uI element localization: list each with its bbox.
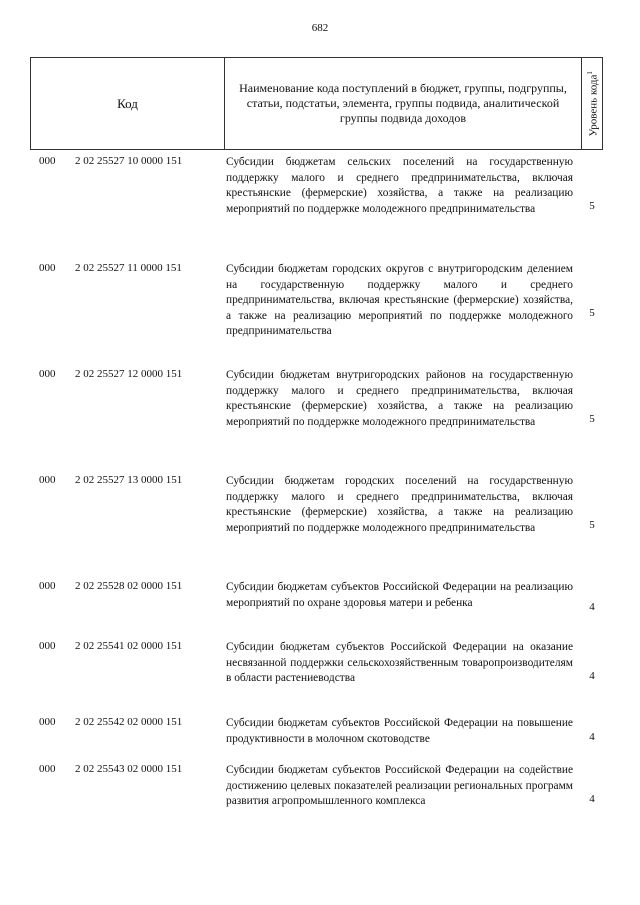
- code-level: 5: [589, 200, 595, 212]
- revenue-name: Субсидии бюджетам внутригородских районов на государственную поддержку малого и среднего предпринимательства, включая крестьянские (фермерские) хозяйства, а также на реализацию мероприятий по поддержке молодежного предпринимательства: [226, 369, 573, 428]
- revenue-name: Субсидии бюджетам сельских поселений на государственную поддержку малого и среднего предпринимательства, включая крестьянские (фермерские) хозяйства, а также на реализацию мероприятий по поддержке молодежного предпринимательства: [226, 156, 573, 215]
- table-header: [30, 57, 603, 150]
- code-level: 4: [589, 670, 595, 682]
- revenue-name: Субсидии бюджетам городских округов с внутригородским делением на государственную поддержку малого и среднего предпринимательства, включая крестьянские (фермерские) хозяйства, а также на реализацию мероприятий по поддержке молодежного предпринимательства: [226, 263, 573, 338]
- code-level: 5: [589, 413, 595, 425]
- page-number: 682: [311, 22, 329, 34]
- code-level: 4: [589, 601, 595, 613]
- admin-code: 000: [39, 368, 56, 380]
- code-level: 4: [589, 793, 595, 805]
- revenue-name: Субсидии бюджетам субъектов Российской Федерации на оказание несвязанной поддержки сельскохозяйственным товаропроизводителям в области растениеводства: [226, 641, 573, 685]
- revenue-code: 2 02 25542 02 0000 151: [75, 716, 183, 728]
- revenue-code: 2 02 25528 02 0000 151: [75, 580, 183, 592]
- admin-code: 000: [39, 580, 56, 592]
- header-level: [582, 58, 604, 149]
- header-level-text: [586, 71, 600, 136]
- revenue-name: Субсидии бюджетам субъектов Российской Федерации на реализацию мероприятий по охране здоровья матери и ребенка: [226, 581, 573, 609]
- revenue-name: Субсидии бюджетам субъектов Российской Федерации на повышение продуктивности в молочном скотоводстве: [226, 717, 573, 745]
- header-level-label: Уровень кода: [587, 74, 600, 137]
- revenue-code: 2 02 25527 11 0000 151: [75, 262, 182, 274]
- header-code: Код: [117, 95, 138, 111]
- admin-code: 000: [39, 262, 56, 274]
- revenue-code: 2 02 25541 02 0000 151: [75, 640, 183, 652]
- code-level: 5: [589, 519, 595, 531]
- revenue-code: 2 02 25543 02 0000 151: [75, 763, 183, 775]
- revenue-code: 2 02 25527 13 0000 151: [75, 474, 183, 486]
- admin-code: 000: [39, 155, 56, 167]
- admin-code: 000: [39, 716, 56, 728]
- admin-code: 000: [39, 763, 56, 775]
- revenue-code: 2 02 25527 10 0000 151: [75, 155, 183, 167]
- revenue-code: 2 02 25527 12 0000 151: [75, 368, 183, 380]
- admin-code: 000: [39, 640, 56, 652]
- revenue-name: Субсидии бюджетам субъектов Российской Федерации на содействие достижению целевых показателей реализации региональных программ развития агропромышленного комплекса: [226, 764, 573, 808]
- code-level: 5: [589, 307, 595, 319]
- header-level-footnote: 1: [586, 70, 595, 75]
- header-name: Наименование кода поступлений в бюджет, группы, подгруппы, статьи, подстатьи, элемента, группы подвида, аналитической группы подвида доходов: [239, 81, 567, 125]
- code-level: 4: [589, 731, 595, 743]
- revenue-name: Субсидии бюджетам городских поселений на государственную поддержку малого и среднего предпринимательства, включая крестьянские (фермерские) хозяйства, а также на реализацию мероприятий по поддержке молодежного предпринимательства: [226, 475, 573, 534]
- admin-code: 000: [39, 474, 56, 486]
